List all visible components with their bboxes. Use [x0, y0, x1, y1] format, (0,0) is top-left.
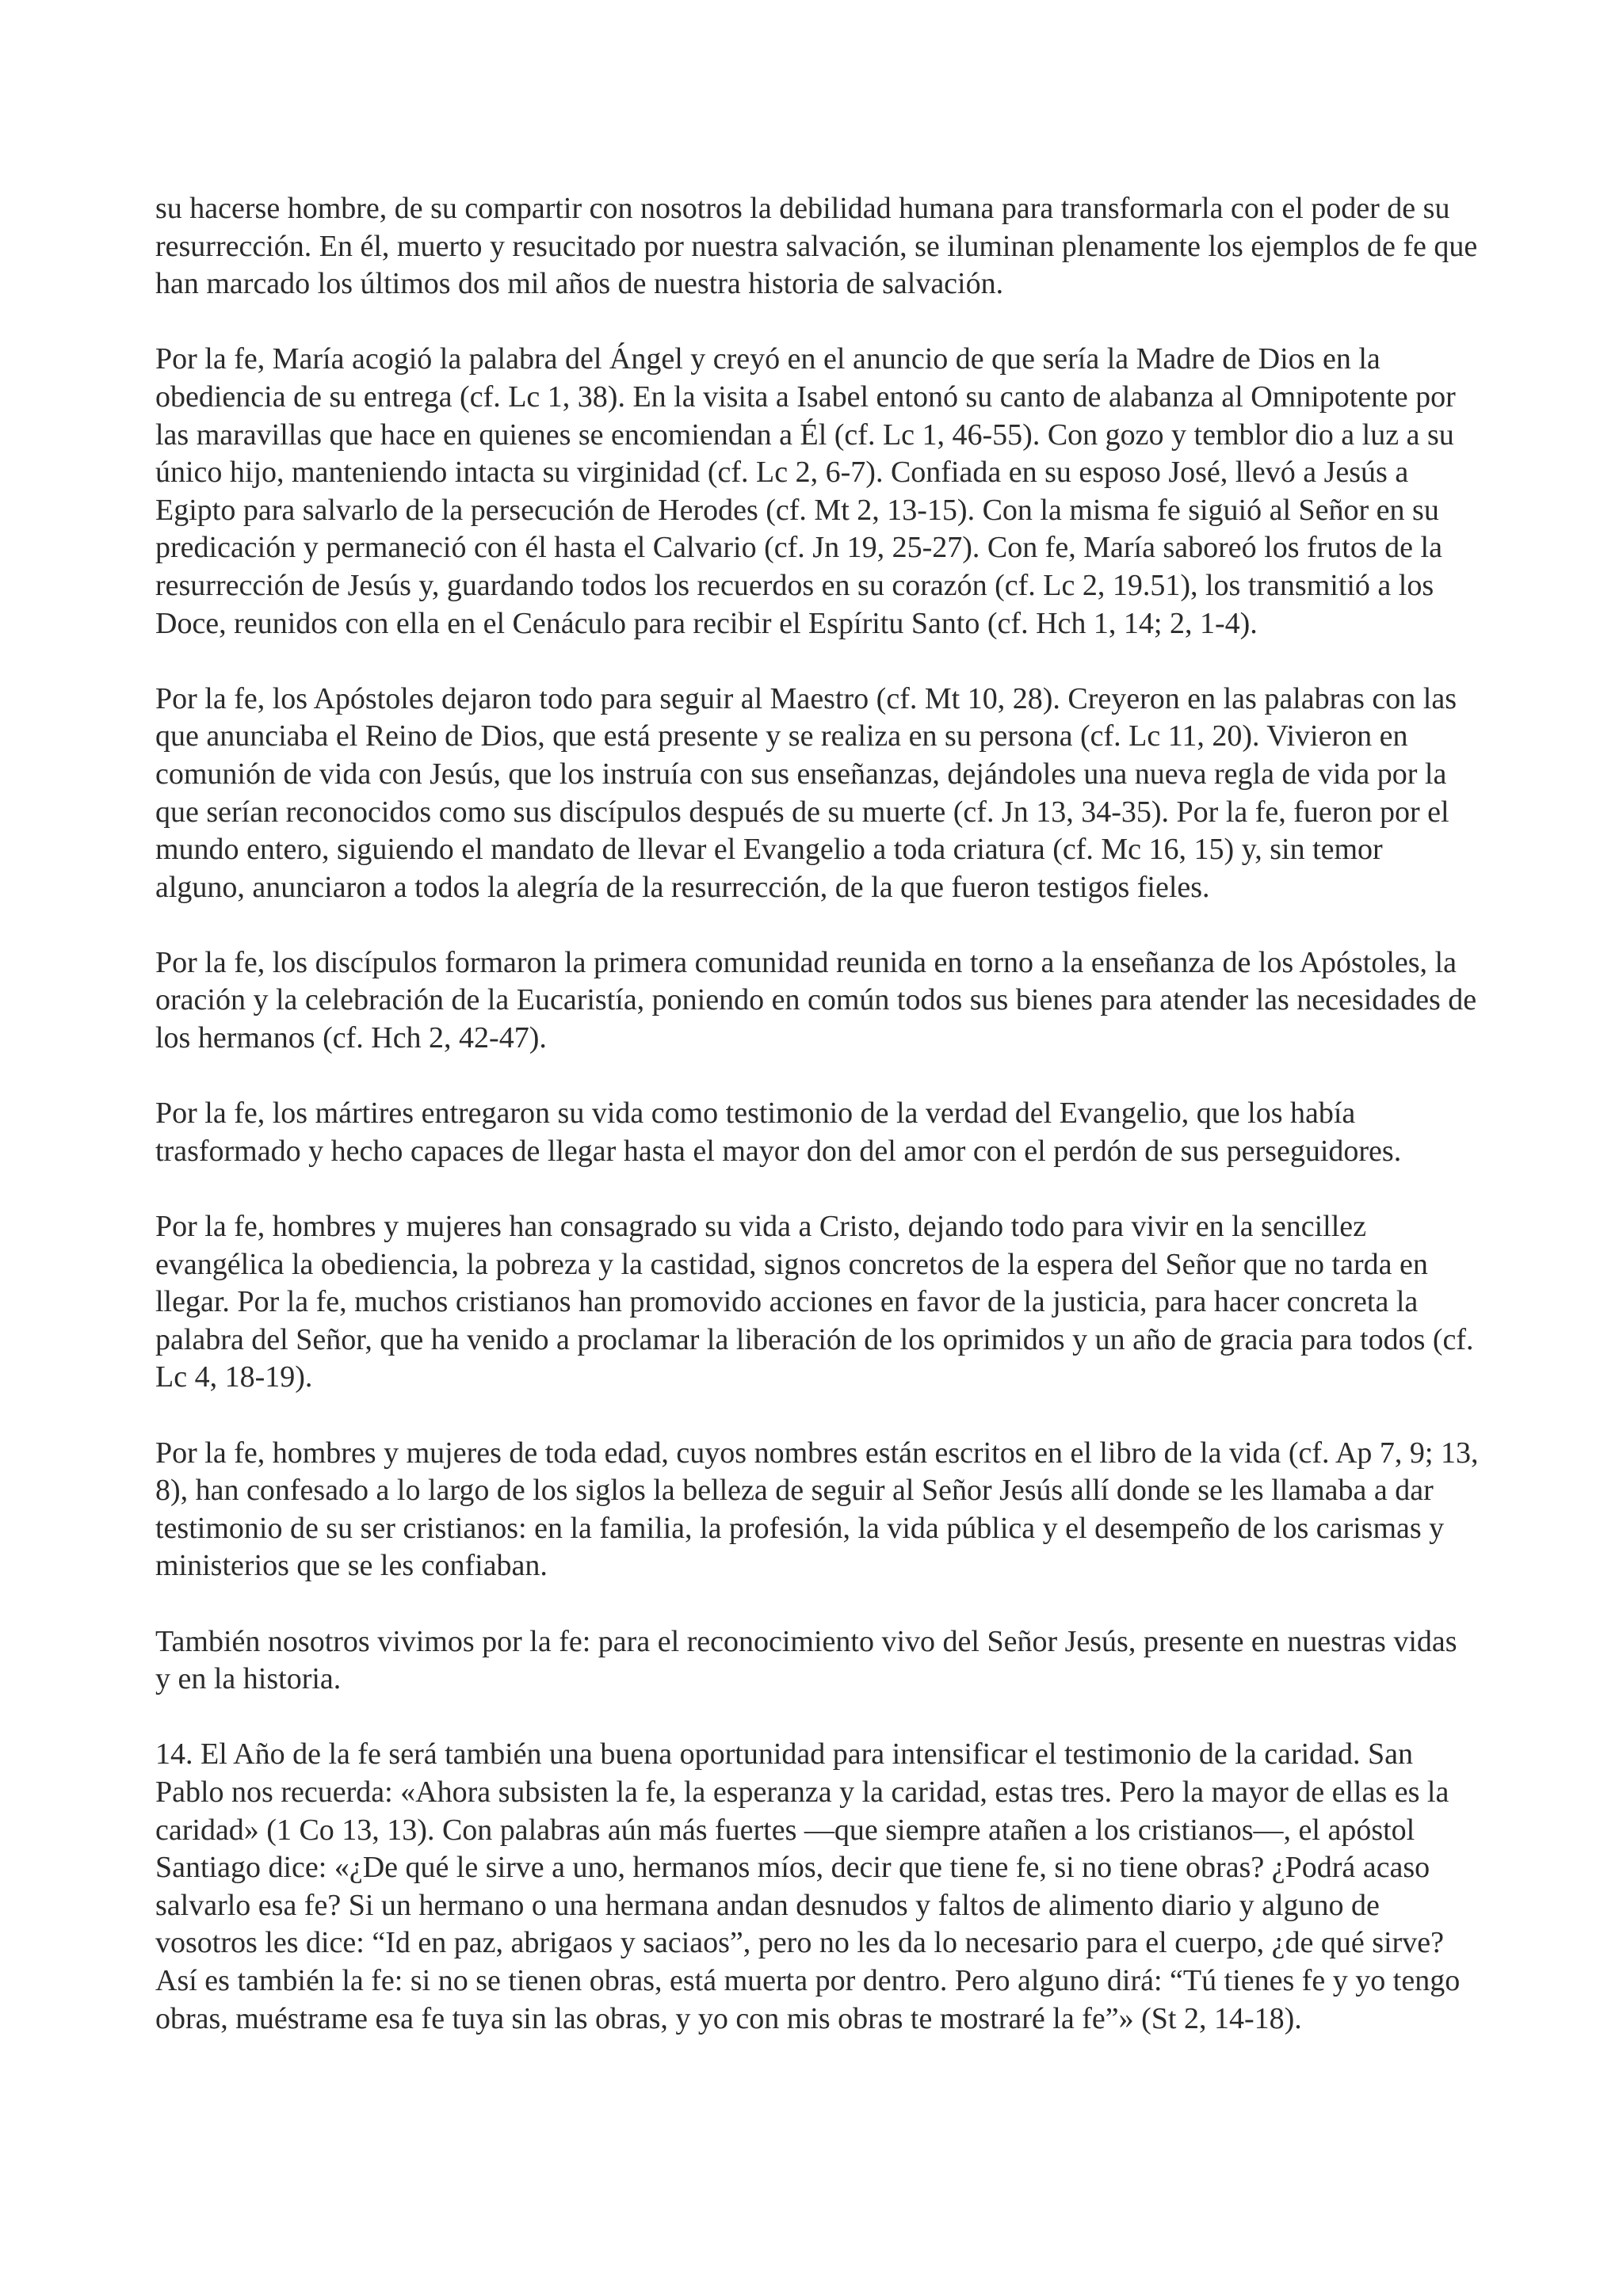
paragraph-section-14: 14. El Año de la fe será también una buena oportunidad para intensificar el testimonio de la caridad. San Pablo nos recuerda: «Ahora subsisten la fe, la esperanza y la caridad, estas tres. Pero la mayor de ellas es la caridad» (1 Co 13, 13). Con palabras aún más fuertes —que siempre atañen a los cristianos—, el apóstol Santiago dice: «¿De qué le sirve a uno, hermanos míos, decir que tiene fe, si no tiene obras? ¿Podrá acaso salvarlo esa fe? Si un hermano o una hermana andan desnudos y faltos de alimento diario y alguno de vosotros les dice: “Id en paz, abrigaos y saciaos”, pero no les da lo necesario para el cuerpo, ¿de qué sirve? Así es también la fe: si no se tienen obras, está muerta por dentro. Pero alguno dirá: “Tú tienes fe y yo tengo obras, muéstrame esa fe tuya sin las obras, y yo con mis obras te mostraré la fe”» (St 2, 14-18). — [155, 1737, 1461, 2035]
paragraph-martires: Por la fe, los mártires entregaron su vida como testimonio de la verdad del Evangelio, que los había trasformado y hecho capaces de llegar hasta el mayor don del amor con el perdón de sus perseguidores. — [155, 1097, 1402, 1168]
paragraph-discipulos: Por la fe, los discípulos formaron la primera comunidad reunida en torno a la enseñanza de los Apóstoles, la oración y la celebración de la Eucaristía, poniendo en común todos sus bienes para atender las necesidades de los hermanos (cf. Hch 2, 42-47). — [155, 945, 1477, 1055]
paragraph-maria: Por la fe, María acogió la palabra del Ángel y creyó en el anuncio de que sería la Madre de Dios en la obediencia de su entrega (cf. Lc 1, 38). En la visita a Isabel entonó su canto de alabanza al Omnipotente por las maravillas que hace en quienes se encomiendan a Él (cf. Lc 1, 46-55). Con gozo y temblor dio a luz a su único hijo, manteniendo intacta su virginidad (cf. Lc 2, 6-7). Confiada en su esposo José, llevó a Jesús a Egipto para salvarlo de la persecución de Herodes (cf. Mt 2, 13-15). Con la misma fe siguió al Señor en su predicación y permaneció con él hasta el Calvario (cf. Jn 19, 25-27). Con fe, María saboreó los frutos de la resurrección de Jesús y, guardando todos los recuerdos en su corazón (cf. Lc 2, 19.51), los transmitió a los Doce, reunidos con ella en el Cenáculo para recibir el Espíritu Santo (cf. Hch 1, 14; 2, 1-4). — [155, 342, 1456, 640]
paragraph-consagrados: Por la fe, hombres y mujeres han consagrado su vida a Cristo, dejando todo para vivir en la sencillez evangélica la obediencia, la pobreza y la castidad, signos concretos de la espera del Señor que no tarda en llegar. Por la fe, muchos cristianos han promovido acciones en favor de la justicia, para hacer concreta la palabra del Señor, que ha venido a proclamar la liberación de los oprimidos y un año de gracia para todos (cf. Lc 4, 18-19). — [155, 1210, 1474, 1394]
paragraph-nosotros: También nosotros vivimos por la fe: para el reconocimiento vivo del Señor Jesús, presente en nuestras vidas y en la historia. — [155, 1624, 1457, 1696]
paragraph-continuation: su hacerse hombre, de su compartir con nosotros la debilidad humana para transformarla con el poder de su resurrección. En él, muerto y resucitado por nuestra salvación, se iluminan plenamente los ejemplos de fe que han marcado los últimos dos mil años de nuestra historia de salvación. — [155, 192, 1478, 301]
paragraph-hombres-mujeres: Por la fe, hombres y mujeres de toda edad, cuyos nombres están escritos en el libro de la vida (cf. Ap 7, 9; 13, 8), han confesado a lo largo de los siglos la belleza de seguir al Señor Jesús allí donde se les llamaba a dar testimonio de su ser cristianos: en la familia, la profesión, la vida pública y el desempeño de los carismas y ministerios que se les confiaban. — [155, 1436, 1479, 1583]
paragraph-apostoles: Por la fe, los Apóstoles dejaron todo para seguir al Maestro (cf. Mt 10, 28). Creyeron en las palabras con las que anunciaba el Reino de Dios, que está presente y se realiza en su persona (cf. Lc 11, 20). Vivieron en comunión de vida con Jesús, que los instruía con sus enseñanzas, dejándoles una nueva regla de vida por la que serían reconocidos como sus discípulos después de su muerte (cf. Jn 13, 34-35). Por la fe, fueron por el mundo entero, siguiendo el mandato de llevar el Evangelio a toda criatura (cf. Mc 16, 15) y, sin temor alguno, anunciaron a todos la alegría de la resurrección, de la que fueron testigos fieles. — [155, 681, 1457, 904]
document-page — [155, 190, 1479, 2038]
